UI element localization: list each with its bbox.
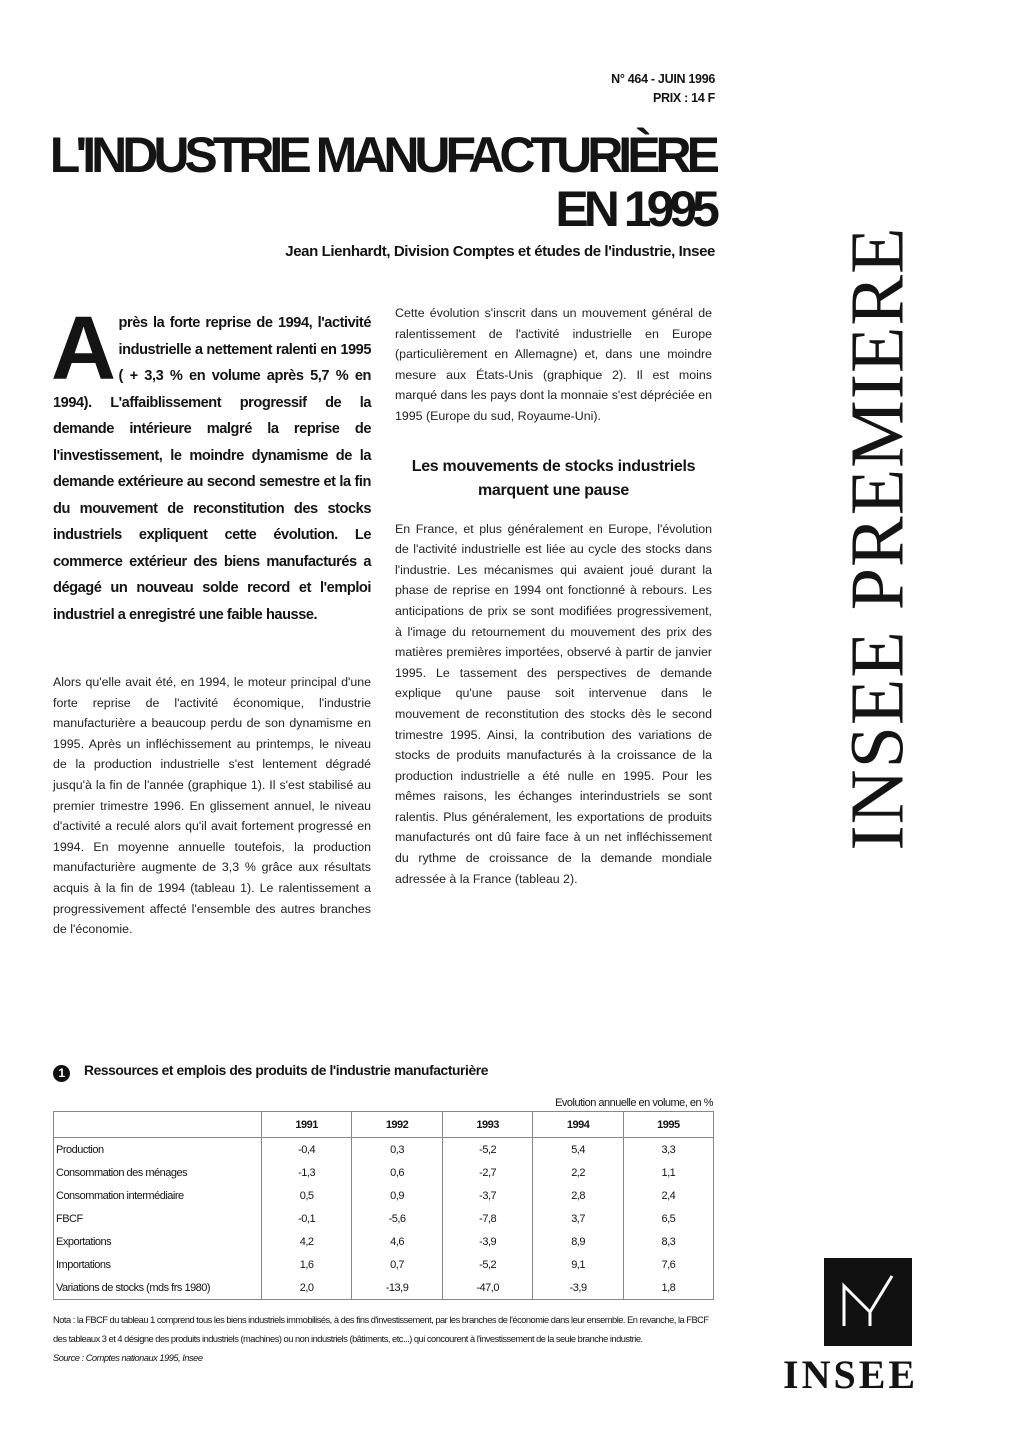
- table-cell: 6,5: [623, 1207, 713, 1230]
- table-cell: 1,8: [623, 1276, 713, 1300]
- table-header-cell: 1992: [352, 1112, 443, 1138]
- title-line-1: L'INDUSTRIE MANUFACTURIÈRE: [49, 127, 715, 183]
- lead-paragraph: [51, 299, 371, 628]
- table-cell: 8,9: [533, 1230, 623, 1253]
- title-line-2: EN 1995: [555, 181, 715, 237]
- table-cell: 9,1: [533, 1253, 623, 1276]
- table-row: [54, 1138, 714, 1162]
- table-cell: -5,2: [442, 1253, 533, 1276]
- table-cell: 3,7: [533, 1207, 623, 1230]
- table-row: [54, 1207, 714, 1230]
- table-cell: -3,9: [533, 1276, 623, 1300]
- table-cell: 7,6: [623, 1253, 713, 1276]
- table-cell: 0,7: [352, 1253, 443, 1276]
- insee-logo: [783, 1258, 919, 1397]
- table-number-badge: 1: [53, 1065, 70, 1082]
- table-cell: -13,9: [352, 1276, 443, 1300]
- table-cell: -3,9: [442, 1230, 533, 1253]
- row-label: Exportations: [54, 1230, 262, 1253]
- row-label: Importations: [54, 1253, 262, 1276]
- section-heading: Les mouvements de stocks industriels marquent une pause: [411, 457, 696, 499]
- table-notes: [53, 1311, 715, 1368]
- table-title: [53, 1063, 488, 1082]
- table-row: [54, 1161, 714, 1184]
- table-row: [54, 1230, 714, 1253]
- table-cell: 4,6: [352, 1230, 443, 1253]
- table-cell: 0,6: [352, 1161, 443, 1184]
- vertical-brand-text: INSEE PREMIERE: [835, 225, 920, 851]
- table-cell: 5,4: [533, 1138, 623, 1162]
- table-cell: 2,8: [533, 1184, 623, 1207]
- table-row: [54, 1184, 714, 1207]
- table-header-row: [54, 1112, 714, 1138]
- table-cell: -7,8: [442, 1207, 533, 1230]
- issue-price: PRIX : 14 F: [653, 91, 715, 105]
- table-header-cell: 1995: [623, 1112, 713, 1138]
- lead-text: près la forte reprise de 1994, l'activité industrielle a nettement ralenti en 1995 ( + 3,3 % en volume après 5,7 % en 1994). L'affaiblissement progressif de la demande intérieure malgré la reprise de l'investissement, le moindre dynamisme de la demande extérieure au second semestre et la fin du mouvement de reconstitution des stocks industriels expliquent cette évolution. Le commerce extérieur des biens manufacturés a dégagé un nouveau solde record et l'emploi industriel a enregistré une faible hausse.: [53, 315, 371, 623]
- insee-logo-text: INSEE: [783, 1352, 919, 1397]
- row-label: Variations de stocks (mds frs 1980): [54, 1276, 262, 1300]
- body-paragraph-right-2: En France, et plus généralement en Europe, l'évolution de l'activité industrielle est liée au cycle des stocks dans l'industrie. Les mécanismes qui avaient joué durant la phase de reprise en 1994 ont fonctionné à rebours. Les anticipations de prix se sont modifiées progressivement, à l'image du retournement du mouvement des prix des matières premières importées, observé à partir de janvier 1995. Le tassement des perspectives de demande explique qu'une pause soit intervenue dans le mouvement de reconstitution des stocks dès le second trimestre 1995. Ainsi, la contribution des variations de stocks de produits manufacturés à la croissance de la production industrielle a été nulle en 1995. Pour les mêmes raisons, les échanges interindustriels se sont ralentis. Plus généralement, les exportations de produits manufacturés ont dû faire face à un net infléchissement du rythme de croissance de la demande mondiale adressée à la France (tableau 2).: [395, 521, 712, 886]
- data-table: [53, 1111, 714, 1300]
- drop-cap: A: [51, 299, 116, 399]
- table-cell: -3,7: [442, 1184, 533, 1207]
- table-cell: -5,6: [352, 1207, 443, 1230]
- table-cell: 4,2: [262, 1230, 352, 1253]
- author-line: Jean Lienhardt, Division Comptes et études de l'industrie, Insee: [285, 243, 715, 260]
- insee-logo-icon: [824, 1258, 912, 1346]
- table-unit: Evolution annuelle en volume, en %: [555, 1097, 713, 1109]
- table-header-blank: [54, 1112, 262, 1138]
- table-cell: 3,3: [623, 1138, 713, 1162]
- row-label: Consommation intermédiaire: [54, 1184, 262, 1207]
- right-column: [395, 303, 712, 889]
- table-cell: 0,9: [352, 1184, 443, 1207]
- table-cell: 1,1: [623, 1161, 713, 1184]
- table-source: Source : Comptes nationaux 1995, Insee: [53, 1353, 203, 1363]
- vertical-brand: [835, 178, 920, 898]
- table-cell: 2,4: [623, 1184, 713, 1207]
- left-column: [51, 299, 371, 940]
- body-paragraph-left: Alors qu'elle avait été, en 1994, le moteur principal d'une forte reprise de l'activité économique, l'industrie manufacturière a beaucoup perdu de son dynamisme en 1995. Après un infléchissement au printemps, le niveau de la production industrielle s'est lentement dégradé jusqu'à la fin de l'année (graphique 1). Il s'est stabilisé au premier trimestre 1996. En glissement annuel, le niveau d'activité a reculé alors qu'il avait fortement progressé en 1994. En moyenne annuelle toutefois, la production manufacturière augmente de 3,3 % grâce aux résultats acquis à la fin de 1994 (tableau 1). Le ralentissement a progressivement affecté l'ensemble des autres branches de l'économie.: [53, 675, 371, 937]
- row-label: Production: [54, 1138, 262, 1162]
- issue-number: N° 464 - JUIN 1996: [611, 72, 715, 86]
- table-row: [54, 1276, 714, 1300]
- table-cell: 2,2: [533, 1161, 623, 1184]
- table-header-cell: 1994: [533, 1112, 623, 1138]
- page-title: [50, 128, 715, 236]
- table-cell: -1,3: [262, 1161, 352, 1184]
- body-paragraph-right-1: Cette évolution s'inscrit dans un mouvement général de ralentissement de l'activité industrielle en Europe (particulièrement en Allemagne) et, dans une moindre mesure aux États-Unis (graphique 2). Il est moins marqué dans les pays dont la monnaie s'est dépréciée en 1995 (Europe du sud, Royaume-Uni).: [395, 306, 712, 423]
- table-cell: -0,1: [262, 1207, 352, 1230]
- table-cell: -0,4: [262, 1138, 352, 1162]
- table-cell: -47,0: [442, 1276, 533, 1300]
- table-title-text: Ressources et emplois des produits de l'industrie manufacturière: [84, 1063, 488, 1078]
- table-cell: 2,0: [262, 1276, 352, 1300]
- table-cell: 8,3: [623, 1230, 713, 1253]
- table-cell: 1,6: [262, 1253, 352, 1276]
- row-label: Consommation des ménages: [54, 1161, 262, 1184]
- row-label: FBCF: [54, 1207, 262, 1230]
- table-header-cell: 1993: [442, 1112, 533, 1138]
- table-header-cell: 1991: [262, 1112, 352, 1138]
- table-row: [54, 1253, 714, 1276]
- table-cell: -5,2: [442, 1138, 533, 1162]
- table-note: Nota : la FBCF du tableau 1 comprend tous les biens industriels immobilisés, à des fins d'investissement, par les branches de l'économie dans leur ensemble. En revanche, la FBCF des tableaux 3 et 4 désigne des produits industriels (machines) ou non industriels (bâtiments, etc...) qui concourent à l'investissement de la seule branche industrie.: [53, 1315, 709, 1344]
- issue-info: [611, 70, 715, 108]
- table-cell: 0,5: [262, 1184, 352, 1207]
- table-cell: -2,7: [442, 1161, 533, 1184]
- table-cell: 0,3: [352, 1138, 443, 1162]
